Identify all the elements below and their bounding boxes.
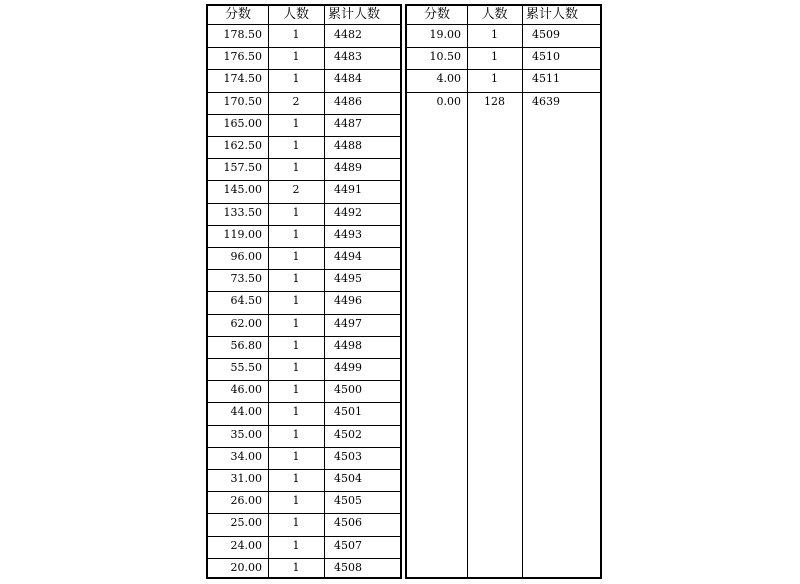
score-cell: 73.50 (230, 272, 262, 286)
cumulative-cell: 4502 (334, 427, 362, 441)
count-cell: 1 (292, 227, 300, 241)
cumulative-cell: 4495 (334, 272, 362, 286)
score-table-left (206, 4, 402, 579)
header-score: 分数 (423, 7, 450, 22)
cumulative-cell: 4491 (334, 183, 362, 197)
score-cell: 10.50 (429, 50, 461, 64)
table-row (208, 491, 400, 514)
table-row (208, 92, 400, 115)
table-row (208, 469, 400, 492)
table-row (208, 203, 400, 226)
score-cell: 178.50 (223, 28, 262, 41)
table-row (208, 225, 400, 248)
header-count: 人数 (282, 7, 309, 22)
cumulative-cell: 4488 (334, 139, 362, 152)
count-cell: 1 (292, 361, 300, 374)
table-row (208, 380, 400, 403)
cumulative-cell: 4500 (334, 383, 362, 397)
count-cell: 1 (292, 316, 300, 330)
table-header (208, 6, 400, 25)
score-cell: 35.00 (230, 427, 262, 441)
score-cell: 157.50 (223, 161, 262, 175)
cumulative-cell: 4497 (334, 316, 362, 330)
count-cell: 1 (292, 205, 300, 219)
cumulative-cell: 4483 (334, 50, 362, 64)
cumulative-cell: 4496 (334, 294, 362, 308)
score-cell: 26.00 (230, 494, 262, 508)
table-row (208, 513, 400, 536)
score-cell: 34.00 (230, 449, 262, 463)
score-cell: 56.80 (230, 338, 262, 352)
table-row (208, 180, 400, 203)
score-cell: 145.00 (223, 183, 262, 197)
table-row (208, 536, 400, 559)
score-cell: 96.00 (230, 250, 262, 263)
table-row (208, 114, 400, 137)
score-cell: 44.00 (230, 405, 262, 419)
cumulative-cell: 4486 (334, 94, 362, 108)
cumulative-cell: 4493 (334, 227, 362, 241)
table-row (208, 136, 400, 159)
table-row (208, 314, 400, 337)
count-cell: 2 (292, 183, 300, 197)
table-row (208, 336, 400, 359)
cumulative-cell: 4510 (532, 50, 560, 64)
header-cumulative: 累计人数 (526, 7, 579, 22)
count-cell: 1 (292, 28, 300, 41)
count-cell: 128 (484, 94, 505, 108)
count-cell: 1 (292, 560, 300, 574)
count-cell: 1 (292, 50, 300, 64)
score-cell: 24.00 (230, 538, 262, 552)
score-cell: 165.00 (223, 116, 262, 130)
cumulative-cell: 4487 (334, 116, 362, 130)
table-row (208, 425, 400, 448)
table-row (208, 358, 400, 381)
cumulative-cell: 4639 (532, 94, 560, 108)
table-row (208, 25, 400, 48)
table-row (208, 47, 400, 70)
score-cell: 133.50 (223, 205, 262, 219)
score-cell: 174.50 (223, 72, 262, 86)
score-cell: 55.50 (230, 361, 262, 374)
score-cell: 119.00 (223, 227, 262, 241)
table-row (208, 158, 400, 181)
score-cell: 64.50 (230, 294, 262, 308)
count-cell: 1 (292, 116, 300, 130)
count-cell: 1 (292, 161, 300, 175)
score-cell: 4.00 (436, 72, 461, 86)
count-cell: 1 (292, 472, 300, 485)
table-row (208, 558, 400, 580)
score-cell: 0.00 (436, 94, 461, 108)
table-row (407, 47, 600, 70)
cumulative-cell: 4511 (532, 72, 560, 86)
cumulative-cell: 4509 (532, 28, 560, 41)
cumulative-cell: 4482 (334, 28, 362, 41)
score-cell: 162.50 (223, 139, 262, 152)
cumulative-cell: 4499 (334, 361, 362, 374)
score-cell: 25.00 (230, 516, 262, 530)
score-cell: 46.00 (230, 383, 262, 397)
cumulative-cell: 4508 (334, 560, 362, 574)
score-cell: 62.00 (230, 316, 262, 330)
count-cell: 1 (292, 494, 300, 508)
header-count: 人数 (481, 7, 508, 22)
count-cell: 1 (292, 294, 300, 308)
table-row (407, 92, 600, 114)
table-row (208, 291, 400, 314)
cumulative-cell: 4484 (334, 72, 362, 86)
count-cell: 1 (292, 383, 300, 397)
score-cell: 31.00 (230, 472, 262, 485)
table-row (208, 69, 400, 92)
cumulative-cell: 4489 (334, 161, 362, 175)
table-row (407, 25, 600, 48)
count-cell: 1 (292, 449, 300, 463)
count-cell: 1 (491, 72, 498, 86)
table-row (208, 269, 400, 292)
cumulative-cell: 4506 (334, 516, 362, 530)
score-cell: 176.50 (223, 50, 262, 64)
count-cell: 1 (292, 72, 300, 86)
count-cell: 1 (292, 405, 300, 419)
count-cell: 1 (292, 338, 300, 352)
count-cell: 1 (292, 538, 300, 552)
count-cell: 1 (292, 139, 300, 152)
header-cumulative: 累计人数 (328, 7, 381, 22)
table-row (208, 402, 400, 425)
cumulative-cell: 4504 (334, 472, 362, 485)
cumulative-cell: 4498 (334, 338, 362, 352)
count-cell: 1 (491, 50, 498, 64)
count-cell: 2 (292, 94, 300, 108)
score-table-right (405, 4, 602, 579)
count-cell: 1 (292, 250, 300, 263)
table-row (208, 247, 400, 270)
count-cell: 1 (491, 28, 498, 41)
count-cell: 1 (292, 516, 300, 530)
count-cell: 1 (292, 272, 300, 286)
score-cell: 170.50 (223, 94, 262, 108)
header-score: 分数 (224, 7, 251, 22)
table-row (407, 69, 600, 92)
cumulative-cell: 4492 (334, 205, 362, 219)
cumulative-cell: 4494 (334, 250, 362, 263)
table-header (407, 6, 600, 25)
table-row (208, 447, 400, 470)
cumulative-cell: 4503 (334, 449, 362, 463)
score-cell: 19.00 (429, 28, 461, 41)
score-cell: 20.00 (230, 560, 262, 574)
count-cell: 1 (292, 427, 300, 441)
cumulative-cell: 4501 (334, 405, 362, 419)
cumulative-cell: 4505 (334, 494, 362, 508)
cumulative-cell: 4507 (334, 538, 362, 552)
